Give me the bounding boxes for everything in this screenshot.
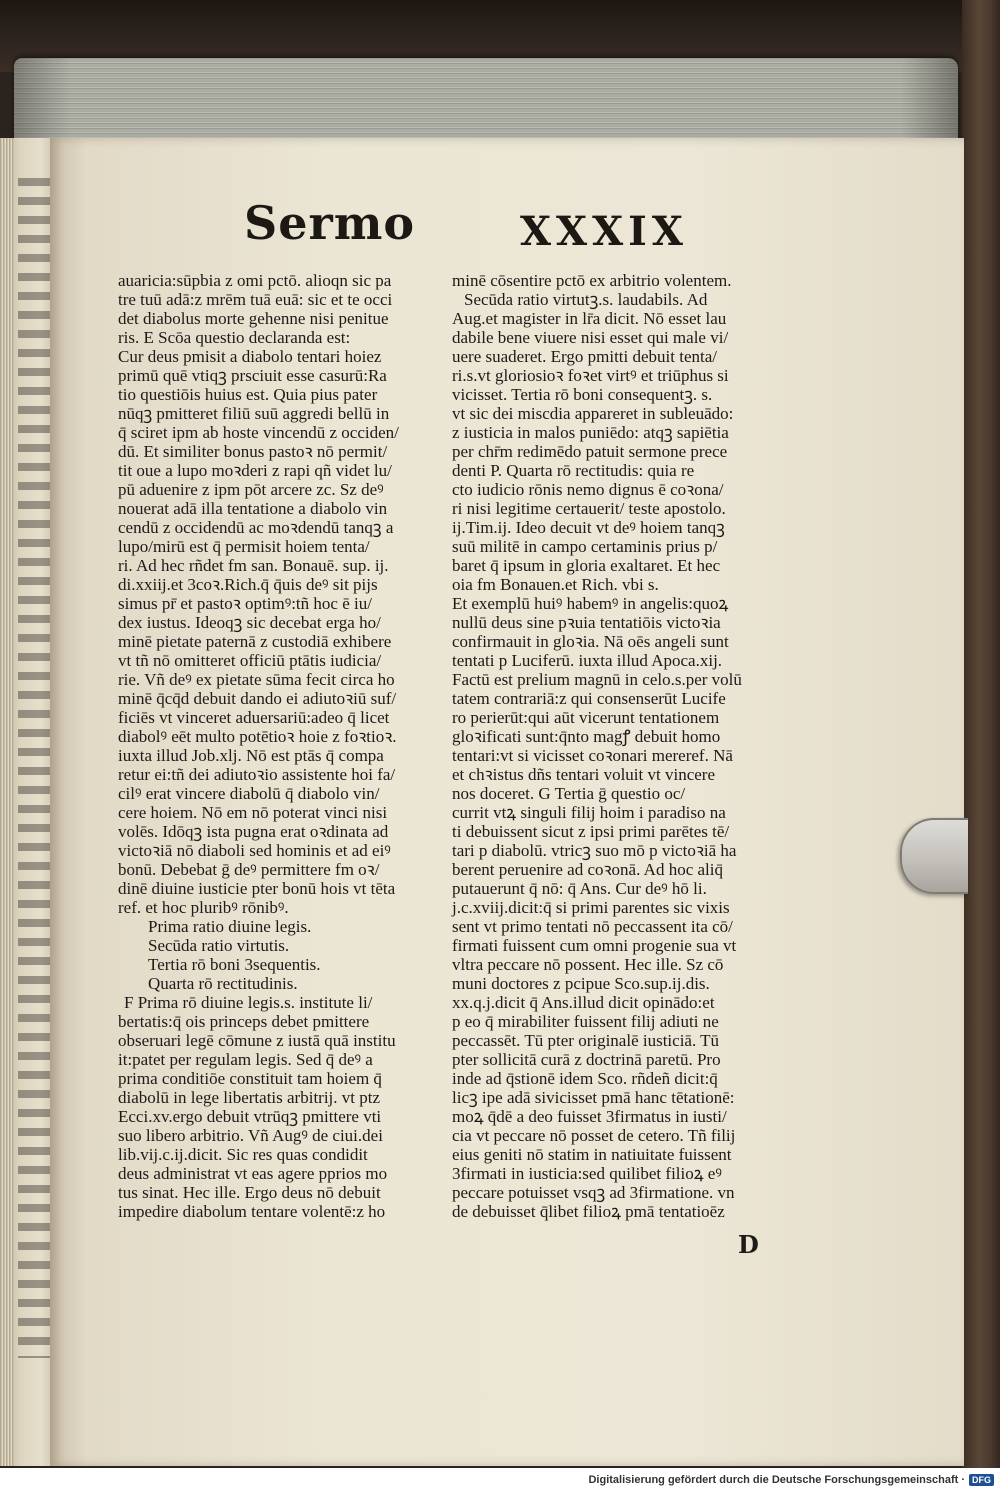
text-line: [118, 1069, 444, 1088]
text-line: [118, 1164, 444, 1183]
text-line: [118, 1012, 444, 1031]
text-line-content: Et exemplū huiꝰ habemꝰ in angelis:quoꝝ: [452, 594, 729, 613]
text-line-content: cilꝰ erat vincere diabolū q̄ diabolo vin/: [118, 784, 380, 803]
text-line-content: ro perierūt:qui aūt vicerunt tentationem: [452, 708, 720, 727]
text-line-content: auaricia:sūpbia z omi pctō. alioqn sic pa: [118, 271, 392, 290]
text-line-content: Quarta rō rectitudinis.: [148, 974, 298, 993]
text-line: [452, 366, 770, 385]
text-line-content: q̄ sciret ipm ab hoste vincendū z occiden/: [118, 423, 399, 442]
text-line-content: minē pietate paternā z custodiā exhibere: [118, 632, 392, 651]
text-line: [452, 556, 770, 575]
text-line: [452, 1183, 770, 1202]
text-line: [118, 1202, 444, 1221]
book-cover-right: [962, 0, 1000, 1468]
text-line-content: ref. et hoc pluribꝰ rōnibꝰ.: [118, 898, 289, 917]
text-line: [118, 613, 444, 632]
text-line-content: ij.Tim.ij. Ideo decuit vt deꝰ hoiem tanqꝫ: [452, 518, 725, 537]
text-line-content: vt tñ nō omitteret officiū ptātis iudicia/: [118, 651, 382, 670]
text-line: [452, 708, 770, 727]
text-line: [118, 708, 444, 727]
text-line: [452, 936, 770, 955]
text-line: [118, 404, 444, 423]
text-line: [118, 442, 444, 461]
text-line-content: simus pr̄ et pastoꝛ optimꝰ:tñ hoc ē iu/: [118, 594, 372, 613]
text-line: [118, 347, 444, 366]
text-line-content: confirmauit in gloꝛia. Nā oēs angeli sunt: [452, 632, 729, 651]
text-line-content: de debuisset q̄libet filioꝝ pmā tentatioēz: [452, 1202, 725, 1221]
text-line-content: it:patet per regulam legis. Sed q̄ deꝰ a: [118, 1050, 373, 1069]
page-clip: [900, 818, 968, 894]
text-line: [118, 518, 444, 537]
text-line-content: nouerat adā illa tentatione a diabolo vin: [118, 499, 388, 518]
text-line-content: obseruari legē cōmune z iustā quā institu: [118, 1031, 396, 1050]
text-line-content: et chꝛistus dñs tentari voluit vt vincere: [452, 765, 715, 784]
text-line: [118, 993, 444, 1012]
text-line: [452, 480, 770, 499]
text-line-content: ficiēs vt vinceret aduersariū:adeo q̄ licet: [118, 708, 390, 727]
text-line: [118, 328, 444, 347]
text-line: [452, 955, 770, 974]
text-line: [452, 1069, 770, 1088]
facing-page-text-fragments: [18, 178, 52, 1358]
text-line: [118, 385, 444, 404]
text-line-content: Ecci.xv.ergo debuit vtrūqꝫ pmittere vti: [118, 1107, 382, 1126]
text-line-content: impedire diabolum tentare volentē:z ho: [118, 1202, 386, 1221]
text-line-content: muni doctores z pcipue Sco.sup.ij.dis.: [452, 974, 710, 993]
text-line-content: suū militē in campo certaminis prius p/: [452, 537, 718, 556]
text-line: [452, 632, 770, 651]
footer-bar: [0, 1468, 1000, 1491]
text-line: [452, 993, 770, 1012]
text-line: [118, 784, 444, 803]
text-line: [452, 537, 770, 556]
text-line: [118, 556, 444, 575]
running-title: Sermo: [244, 196, 416, 250]
text-line: [118, 936, 444, 955]
text-line: [118, 366, 444, 385]
text-line-content: nullū deus sine pꝛuia tentatiōis victoꝛia: [452, 613, 721, 632]
text-line-content: licꝫ ipe adā sivicisset pmā hanc tētationē:: [452, 1088, 735, 1107]
text-line-content: nos doceret. G Tertia ḡ questio oc/: [452, 784, 686, 803]
text-line-content: tit oue a lupo moꝛderi z rapi qñ videt lu/: [118, 461, 392, 480]
text-line-content: eius geniti nō statim in natiuitate fuissent: [452, 1145, 732, 1164]
text-line: [452, 385, 770, 404]
text-line-content: gloꝛificati sunt:q̄nto magꝭ debuit homo: [452, 727, 721, 746]
text-line: [118, 879, 444, 898]
text-line-content: tatem contrariā:z qui consenserūt Lucife: [452, 689, 726, 708]
text-line-content: iuxta illud Job.xlj. Nō est ptās q̄ compa: [118, 746, 384, 765]
left-column: [118, 271, 444, 1221]
text-line-content: ti debuissent sicut z ipsi primi parētes tē/: [452, 822, 730, 841]
dfg-logo[interactable]: DFG: [969, 1474, 994, 1486]
text-line-content: tentari:vt si vicisset coꝛonari mereref. Nā: [452, 746, 733, 765]
text-line: [452, 841, 770, 860]
text-line: [118, 632, 444, 651]
text-line-content: suo libero arbitrio. Vñ Augꝰ de ciui.dei: [118, 1126, 383, 1145]
text-line: [452, 898, 770, 917]
text-line: [118, 461, 444, 480]
text-line-content: uere suaderet. Ergo pmitti debuit tenta/: [452, 347, 717, 366]
text-line: [452, 271, 770, 290]
text-line-content: xx.q.j.dicit q̄ Ans.illud dicit opinādo:et: [452, 993, 715, 1012]
text-line: [452, 309, 770, 328]
text-line-content: z iusticia in malos puniēdo: atqꝫ sapiētia: [452, 423, 729, 442]
text-line-content: cia vt peccare nō posset de cetero. Tñ filij: [452, 1126, 736, 1145]
text-line-content: pter sollicitā curā z doctrinā paretū. Pro: [452, 1050, 721, 1069]
text-line: [118, 746, 444, 765]
text-line-content: tio questiōis huius est. Quia pius pater: [118, 385, 378, 404]
text-line: [452, 1164, 770, 1183]
text-line-content: p eo q̄ mirabiliter fuissent filij adiuti ne: [452, 1012, 719, 1031]
text-line: [118, 898, 444, 917]
text-line: [452, 613, 770, 632]
text-line-content: sent vt primo tentati nō peccassent ita cō/: [452, 917, 733, 936]
text-line: [452, 461, 770, 480]
text-line-content: vltra peccare nō possent. Hec ille. Sz cō: [452, 955, 724, 974]
text-line-content: currit vtꝝ singuli filij hoim i paradiso na: [452, 803, 726, 822]
text-line-content: Prima ratio diuine legis.: [148, 917, 312, 936]
text-line: [118, 1126, 444, 1145]
text-line: [452, 784, 770, 803]
text-line-content: tari p diabolū. vtricꝫ suo mō p victoꝛiā ha: [452, 841, 737, 860]
text-line: [118, 1050, 444, 1069]
text-line-content: peccare potuisset vsqꝫ ad 3firmatione. vn: [452, 1183, 735, 1202]
text-line-content: cendū z occidendū ac moꝛdendū tanqꝫ a: [118, 518, 394, 537]
text-line-content: prima conditiōe constituit tam hoiem q̄: [118, 1069, 382, 1088]
text-line: [118, 917, 444, 936]
text-line-content: minē q̄cq̄d debuit dando ei adiutoꝛiū suf/: [118, 689, 397, 708]
text-line: [452, 290, 770, 309]
text-line-content: rie. Vñ deꝰ ex pietate sūma fecit circa ho: [118, 670, 395, 689]
text-line: [118, 290, 444, 309]
text-line: [452, 670, 770, 689]
right-column: [452, 271, 770, 1221]
text-line-content: nūqꝫ pmitteret filiū suū aggredi bellū in: [118, 404, 390, 423]
text-line-content: denti P. Quarta rō rectitudis: quia re: [452, 461, 695, 480]
text-line: [452, 822, 770, 841]
text-line-content: ri.s.vt gloriosioꝛ foꝛet virtꝰ et triūphus si: [452, 366, 729, 385]
text-line-content: Tertia rō boni 3sequentis.: [148, 955, 321, 974]
text-line: [452, 347, 770, 366]
text-line: [452, 1126, 770, 1145]
text-line-content: Factū est prelium magnū in celo.s.per volū: [452, 670, 742, 689]
text-line: [452, 404, 770, 423]
text-line: [452, 423, 770, 442]
text-line: [452, 746, 770, 765]
text-line: [452, 727, 770, 746]
text-line: [452, 328, 770, 347]
text-line: [118, 841, 444, 860]
text-line-content: j.c.xviij.dicit:q̄ si primi parentes sic vixis: [452, 898, 730, 917]
text-line-content: bonū. Debebat ḡ deꝰ permittere fm oꝛ/: [118, 860, 380, 879]
text-line-content: Aug.et magister in lr̄a dicit. Nō esset lau: [452, 309, 727, 328]
catchword: D: [738, 1230, 759, 1259]
page-edges: [14, 58, 958, 150]
text-line-content: ri nisi legitime certauerit/ teste apostolo.: [452, 499, 726, 518]
text-line-content: dex iustus. Ideoqꝫ sic decebat erga ho/: [118, 613, 381, 632]
page-curl: [0, 138, 14, 1466]
text-line-content: baret q̄ ipsum in gloria exaltaret. Et hec: [452, 556, 721, 575]
text-line: [118, 803, 444, 822]
text-line: [452, 803, 770, 822]
text-line: [452, 1145, 770, 1164]
text-line: [118, 480, 444, 499]
text-line-content: dinē diuine iusticie pter bonū hois vt tēta: [118, 879, 396, 898]
text-line: [452, 1202, 770, 1221]
text-line-content: 3firmati in iusticia:sed quilibet filioꝝ eꝰ: [452, 1164, 722, 1183]
text-line-content: victoꝛiā nō diaboli sed hominis et ad eiꝰ: [118, 841, 391, 860]
text-line-content: putauerunt q̄ nō: q̄ Ans. Cur deꝰ hō li.: [452, 879, 707, 898]
text-line-content: bertatis:q̄ ois princeps debet pmittere: [118, 1012, 370, 1031]
text-line-content: inde ad q̄stionē idem Sco. rñdeñ dicit:q̄: [452, 1069, 718, 1088]
text-line: [452, 1031, 770, 1050]
text-line-content: tentati p Luciferū. iuxta illud Apoca.xij.: [452, 651, 723, 670]
text-line: [452, 575, 770, 594]
text-line: [452, 518, 770, 537]
text-line: [118, 689, 444, 708]
text-line: [452, 651, 770, 670]
text-line: [118, 955, 444, 974]
text-line-content: dū. Et similiter bonus pastoꝛ nō permit/: [118, 442, 388, 461]
text-line-content: oia fm Bonauen.et Rich. vbi s.: [452, 575, 659, 594]
text-line: [452, 1050, 770, 1069]
text-line-content: firmati fuissent cum omni progenie sua vt: [452, 936, 737, 955]
text-line: [118, 822, 444, 841]
text-line: [452, 689, 770, 708]
text-line: [452, 1107, 770, 1126]
text-line-content: Secūda ratio virtutis.: [148, 936, 290, 955]
text-line-content: primū quē vtiqꝫ prsciuit esse casurū:Ra: [118, 366, 387, 385]
text-line: [452, 594, 770, 613]
text-line: [118, 974, 444, 993]
text-line-content: tus sinat. Hec ille. Ergo deus nō debuit: [118, 1183, 381, 1202]
text-line-content: lib.vij.c.ij.dicit. Sic res quas condidit: [118, 1145, 368, 1164]
text-line: [452, 860, 770, 879]
text-line: [118, 594, 444, 613]
text-line: [452, 499, 770, 518]
text-line: [118, 1183, 444, 1202]
text-line: [452, 917, 770, 936]
text-line: [118, 575, 444, 594]
text-line-content: retur ei:tñ dei adiutoꝛio assistente hoi fa/: [118, 765, 396, 784]
text-line-content: per chr̄m redimēdo patuit sermone prece: [452, 442, 728, 461]
text-line-content: minē cōsentire pctō ex arbitrio volentem.: [452, 271, 732, 290]
text-line-content: ri. Ad hec rñdet fm san. Bonauē. sup. ij.: [118, 556, 389, 575]
text-line-content: vt sic dei miscdia appareret in subleuādo:: [452, 404, 734, 423]
text-line-content: Secūda ratio virtutꝫ.s. laudabils. Ad: [464, 290, 708, 309]
text-line: [118, 271, 444, 290]
text-line-content: Cur deus pmisit a diabolo tentari hoiez: [118, 347, 382, 366]
text-line-content: F Prima rō diuine legis.s. institute li/: [124, 993, 373, 1012]
text-line: [118, 423, 444, 442]
text-line-content: vicisset. Tertia rō boni consequentꝫ. s.: [452, 385, 713, 404]
text-line: [452, 442, 770, 461]
text-line-content: di.xxiij.et 3coꝛ.Rich.q̄ q̄uis deꝰ sit pijs: [118, 575, 378, 594]
text-line: [118, 1107, 444, 1126]
text-line-content: volēs. Idōqꝫ ista pugna erat oꝛdinata ad: [118, 822, 389, 841]
footer-credit-group: [588, 1471, 994, 1488]
text-line: [118, 1031, 444, 1050]
text-line: [452, 765, 770, 784]
text-line: [118, 309, 444, 328]
text-line-content: cto iudicio rōnis nemo dignus ē coꝛona/: [452, 480, 724, 499]
text-line-content: deus administrat vt eas agere pprios mo: [118, 1164, 388, 1183]
text-line-content: det diabolus morte gehenne nisi penitue: [118, 309, 389, 328]
digitization-credit[interactable]: Digitalisierung gefördert durch die Deutsche Forschungsgemeinschaft ·: [588, 1473, 965, 1486]
text-line-content: moꝝ q̄dē a deo fuisset 3firmatus in iusti/: [452, 1107, 727, 1126]
text-line: [118, 727, 444, 746]
folio-number: XXXIX: [520, 208, 688, 255]
text-line: [452, 1012, 770, 1031]
text-line-content: cere hoiem. Nō em nō poterat vinci nisi: [118, 803, 388, 822]
text-line-content: pū aduenire z ipm pōt arcere zc. Sz deꝰ: [118, 480, 384, 499]
text-line-content: lupo/mirū est q̄ permisit hoiem tenta/: [118, 537, 370, 556]
text-line-content: tre tuū adā:z mrēm tuā euā: sic et te occi: [118, 290, 393, 309]
text-line: [452, 879, 770, 898]
text-line-content: peccassēt. Tū pter originalē iusticiā. Tū: [452, 1031, 720, 1050]
text-line: [452, 974, 770, 993]
text-line: [118, 1145, 444, 1164]
text-line: [118, 1088, 444, 1107]
text-line: [118, 499, 444, 518]
text-line-content: diabolū in lege libertatis arbitrij. vt ptz: [118, 1088, 381, 1107]
text-line-content: berent peruenire ad coꝛonā. Ad hoc aliq̄: [452, 860, 723, 879]
text-line-content: ris. E Scōa questio declaranda est:: [118, 328, 351, 347]
text-line: [118, 670, 444, 689]
text-line-content: dabile bene viuere nisi esset qui male vi/: [452, 328, 729, 347]
text-line: [118, 651, 444, 670]
text-line: [118, 537, 444, 556]
text-line-content: diabolꝰ eēt multo potētioꝛ hoie z foꝛtioꝛ.: [118, 727, 397, 746]
text-line: [118, 860, 444, 879]
text-line: [452, 1088, 770, 1107]
text-line: [118, 765, 444, 784]
